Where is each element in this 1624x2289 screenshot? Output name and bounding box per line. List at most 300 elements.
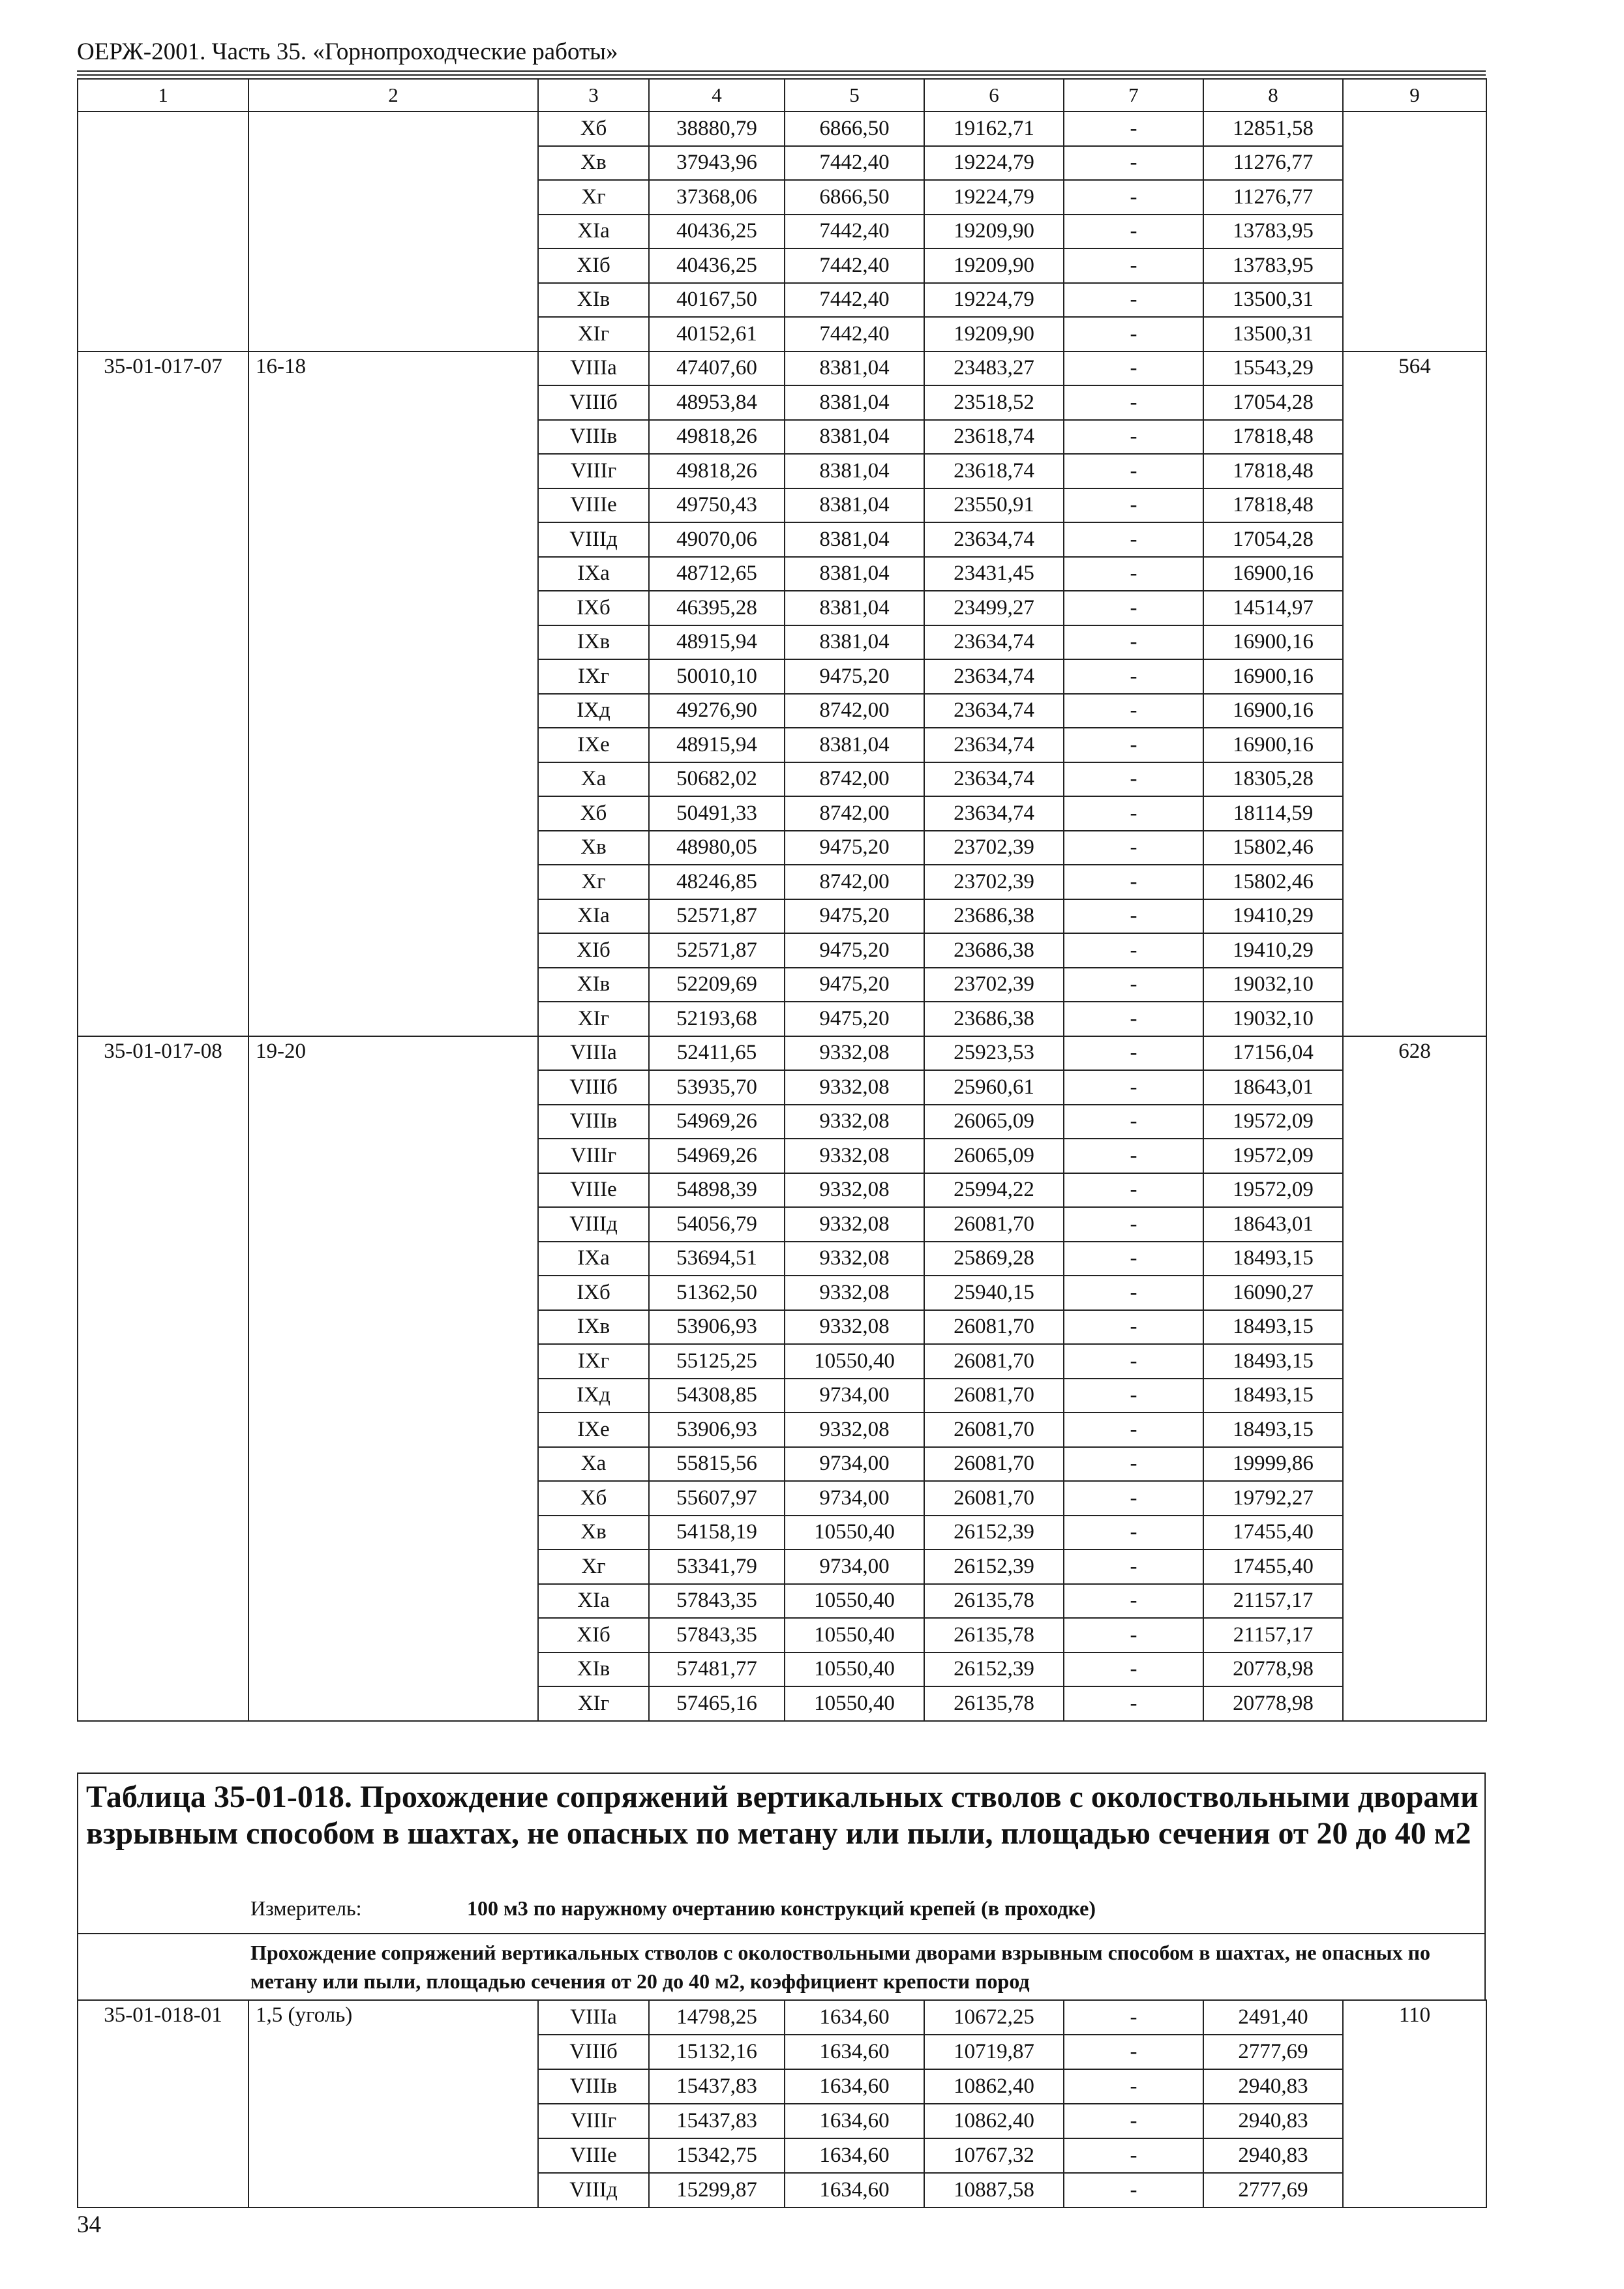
value-cell-col7: -	[1064, 1584, 1203, 1619]
value-cell-col5: 1634,60	[785, 2035, 924, 2069]
zone-cell: IХд	[538, 1379, 649, 1413]
zone-cell: ХIб	[538, 1618, 649, 1653]
zone-cell: VIIIе	[538, 2138, 649, 2173]
zone-cell: ХIв	[538, 283, 649, 318]
work-description-row	[78, 1933, 1484, 2002]
column-number: 6	[924, 79, 1064, 112]
value-cell-col4: 49070,06	[649, 522, 785, 557]
price-table	[77, 78, 1487, 1722]
value-cell-col5: 7442,40	[785, 317, 924, 352]
value-cell-col7: -	[1064, 1036, 1203, 1071]
value-cell-col5: 8381,04	[785, 591, 924, 625]
value-cell-col6: 26135,78	[924, 1686, 1064, 1721]
value-cell-col4: 49818,26	[649, 454, 785, 488]
table-title: Таблица 35-01-018. Прохождение сопряжений вертикальных стволов с околоствольными дворами взрывным способом в шахтах, не опасных по метану или пыли, площадью сечения от 20 до 40 м2	[86, 1780, 1479, 1851]
value-cell-col6: 23634,74	[924, 694, 1064, 728]
zone-cell: VIIIг	[538, 2104, 649, 2138]
value-cell-col5: 8742,00	[785, 865, 924, 899]
value-cell-col4: 50491,33	[649, 796, 785, 831]
value-cell-col4: 48246,85	[649, 865, 785, 899]
value-cell-col5: 9475,20	[785, 659, 924, 694]
column-number: 5	[785, 79, 924, 112]
value-cell-col4: 38880,79	[649, 112, 785, 146]
value-cell-col7: -	[1064, 248, 1203, 283]
value-cell-col7: -	[1064, 591, 1203, 625]
value-cell-col5: 9332,08	[785, 1139, 924, 1173]
value-cell-col6: 25923,53	[924, 1036, 1064, 1071]
value-cell-col7: -	[1064, 146, 1203, 181]
value-cell-col7: -	[1064, 1310, 1203, 1345]
value-cell-col6: 23634,74	[924, 762, 1064, 797]
value-cell-col4: 53694,51	[649, 1242, 785, 1276]
rate-code-cell: 35-01-017-07	[78, 352, 248, 1036]
value-cell-col6: 23618,74	[924, 420, 1064, 455]
value-cell-col7: -	[1064, 933, 1203, 968]
header-rule	[77, 70, 1486, 72]
value-cell-col6: 10862,40	[924, 2104, 1064, 2138]
value-cell-col5: 9332,08	[785, 1242, 924, 1276]
zone-cell: ХIг	[538, 317, 649, 352]
value-cell-col7: -	[1064, 1618, 1203, 1653]
value-cell-col8: 16900,16	[1203, 659, 1343, 694]
value-cell-col8: 18493,15	[1203, 1413, 1343, 1447]
parameter-cell: 1,5 (уголь)	[248, 2000, 538, 2207]
value-cell-col4: 49818,26	[649, 420, 785, 455]
value-cell-col4: 54056,79	[649, 1207, 785, 1242]
value-cell-col8: 15802,46	[1203, 831, 1343, 865]
value-cell-col8: 15802,46	[1203, 865, 1343, 899]
value-cell-col6: 23702,39	[924, 831, 1064, 865]
value-cell-col7: -	[1064, 1139, 1203, 1173]
value-cell-col8: 2940,83	[1203, 2138, 1343, 2173]
zone-cell: Хв	[538, 146, 649, 181]
value-cell-col7: -	[1064, 1002, 1203, 1036]
value-cell-col8: 18114,59	[1203, 796, 1343, 831]
value-cell-col8: 11276,77	[1203, 146, 1343, 181]
value-cell-col4: 15132,16	[649, 2035, 785, 2069]
value-cell-col5: 10550,40	[785, 1584, 924, 1619]
value-cell-col5: 1634,60	[785, 2069, 924, 2104]
column-number: 3	[538, 79, 649, 112]
value-cell-col5: 6866,50	[785, 112, 924, 146]
value-cell-col4: 14798,25	[649, 2000, 785, 2035]
value-cell-col5: 8381,04	[785, 454, 924, 488]
column-9-cell: 110	[1343, 2000, 1486, 2207]
value-cell-col4: 47407,60	[649, 352, 785, 386]
value-cell-col8: 17455,40	[1203, 1516, 1343, 1550]
value-cell-col8: 18493,15	[1203, 1344, 1343, 1379]
value-cell-col7: -	[1064, 762, 1203, 797]
value-cell-col8: 2491,40	[1203, 2000, 1343, 2035]
value-cell-col7: -	[1064, 420, 1203, 455]
value-cell-col7: -	[1064, 2173, 1203, 2207]
value-cell-col4: 40167,50	[649, 283, 785, 318]
value-cell-col5: 9332,08	[785, 1173, 924, 1208]
value-cell-col5: 9734,00	[785, 1549, 924, 1584]
value-cell-col5: 8742,00	[785, 694, 924, 728]
value-cell-col4: 15342,75	[649, 2138, 785, 2173]
value-cell-col6: 19224,79	[924, 146, 1064, 181]
value-cell-col8: 20778,98	[1203, 1653, 1343, 1687]
value-cell-col8: 2940,83	[1203, 2069, 1343, 2104]
zone-cell: Хб	[538, 112, 649, 146]
value-cell-col6: 23686,38	[924, 1002, 1064, 1036]
value-cell-col8: 14514,97	[1203, 591, 1343, 625]
value-cell-col7: -	[1064, 659, 1203, 694]
value-cell-col6: 26135,78	[924, 1618, 1064, 1653]
value-cell-col5: 8381,04	[785, 522, 924, 557]
column-number: 7	[1064, 79, 1203, 112]
parameter-cell	[248, 112, 538, 352]
zone-cell: ХIа	[538, 1584, 649, 1619]
value-cell-col5: 9734,00	[785, 1379, 924, 1413]
value-cell-col8: 18643,01	[1203, 1207, 1343, 1242]
value-cell-col6: 25869,28	[924, 1242, 1064, 1276]
value-cell-col5: 9475,20	[785, 1002, 924, 1036]
column-9-cell	[1343, 112, 1486, 352]
value-cell-col6: 26081,70	[924, 1344, 1064, 1379]
value-cell-col6: 10767,32	[924, 2138, 1064, 2173]
value-cell-col4: 52193,68	[649, 1002, 785, 1036]
table-row	[78, 352, 1486, 386]
value-cell-col4: 40436,25	[649, 215, 785, 249]
value-cell-col5: 9332,08	[785, 1036, 924, 1071]
value-cell-col5: 8381,04	[785, 385, 924, 420]
value-cell-col7: -	[1064, 694, 1203, 728]
value-cell-col6: 19209,90	[924, 317, 1064, 352]
value-cell-col4: 40436,25	[649, 248, 785, 283]
value-cell-col7: -	[1064, 1344, 1203, 1379]
column-9-cell: 628	[1343, 1036, 1486, 1721]
value-cell-col6: 23550,91	[924, 488, 1064, 523]
zone-cell: VIIIа	[538, 1036, 649, 1071]
value-cell-col7: -	[1064, 865, 1203, 899]
value-cell-col8: 18305,28	[1203, 762, 1343, 797]
value-cell-col4: 57465,16	[649, 1686, 785, 1721]
value-cell-col8: 19572,09	[1203, 1139, 1343, 1173]
zone-cell: VIIIг	[538, 454, 649, 488]
value-cell-col8: 18643,01	[1203, 1070, 1343, 1105]
column-number: 8	[1203, 79, 1343, 112]
table-row	[78, 1036, 1486, 1071]
value-cell-col5: 10550,40	[785, 1618, 924, 1653]
value-cell-col8: 19572,09	[1203, 1173, 1343, 1208]
value-cell-col5: 8381,04	[785, 488, 924, 523]
parameter-cell: 16-18	[248, 352, 538, 1036]
zone-cell: IХг	[538, 659, 649, 694]
value-cell-col6: 23634,74	[924, 728, 1064, 762]
value-cell-col7: -	[1064, 283, 1203, 318]
value-cell-col4: 52571,87	[649, 899, 785, 934]
zone-cell: Хг	[538, 1549, 649, 1584]
value-cell-col7: -	[1064, 831, 1203, 865]
rate-code-cell: 35-01-017-08	[78, 1036, 248, 1721]
value-cell-col5: 8742,00	[785, 762, 924, 797]
value-cell-col8: 19410,29	[1203, 933, 1343, 968]
value-cell-col8: 16900,16	[1203, 625, 1343, 660]
zone-cell: Хг	[538, 180, 649, 215]
value-cell-col6: 10887,58	[924, 2173, 1064, 2207]
value-cell-col7: -	[1064, 796, 1203, 831]
value-cell-col8: 13783,95	[1203, 248, 1343, 283]
value-cell-col7: -	[1064, 522, 1203, 557]
value-cell-col7: -	[1064, 2104, 1203, 2138]
value-cell-col6: 23634,74	[924, 659, 1064, 694]
value-cell-col8: 16900,16	[1203, 694, 1343, 728]
value-cell-col4: 57843,35	[649, 1618, 785, 1653]
zone-cell: Ха	[538, 762, 649, 797]
value-cell-col6: 19162,71	[924, 112, 1064, 146]
zone-cell: IХе	[538, 1413, 649, 1447]
value-cell-col4: 48712,65	[649, 557, 785, 591]
value-cell-col4: 52411,65	[649, 1036, 785, 1071]
value-cell-col7: -	[1064, 1481, 1203, 1516]
value-cell-col8: 16900,16	[1203, 557, 1343, 591]
measure-label: Измеритель:	[250, 1896, 362, 1920]
value-cell-col4: 51362,50	[649, 1276, 785, 1310]
value-cell-col5: 10550,40	[785, 1686, 924, 1721]
value-cell-col4: 49750,43	[649, 488, 785, 523]
value-cell-col7: -	[1064, 454, 1203, 488]
zone-cell: ХIб	[538, 933, 649, 968]
value-cell-col8: 12851,58	[1203, 112, 1343, 146]
value-cell-col5: 7442,40	[785, 283, 924, 318]
value-cell-col6: 25960,61	[924, 1070, 1064, 1105]
value-cell-col5: 8381,04	[785, 557, 924, 591]
value-cell-col4: 50682,02	[649, 762, 785, 797]
value-cell-col8: 19792,27	[1203, 1481, 1343, 1516]
zone-cell: VIIIа	[538, 352, 649, 386]
value-cell-col8: 19410,29	[1203, 899, 1343, 934]
zone-cell: ХIг	[538, 1002, 649, 1036]
value-cell-col4: 48953,84	[649, 385, 785, 420]
value-cell-col4: 54308,85	[649, 1379, 785, 1413]
value-cell-col4: 57481,77	[649, 1653, 785, 1687]
value-cell-col6: 23634,74	[924, 796, 1064, 831]
value-cell-col8: 17818,48	[1203, 420, 1343, 455]
value-cell-col7: -	[1064, 1379, 1203, 1413]
value-cell-col8: 19032,10	[1203, 1002, 1343, 1036]
value-cell-col6: 23431,45	[924, 557, 1064, 591]
value-cell-col5: 6866,50	[785, 180, 924, 215]
value-cell-col5: 10550,40	[785, 1344, 924, 1379]
value-cell-col8: 16900,16	[1203, 728, 1343, 762]
value-cell-col7: -	[1064, 1276, 1203, 1310]
value-cell-col5: 8381,04	[785, 625, 924, 660]
table-row	[78, 2000, 1486, 2035]
value-cell-col4: 53906,93	[649, 1310, 785, 1345]
value-cell-col4: 52571,87	[649, 933, 785, 968]
value-cell-col4: 15437,83	[649, 2104, 785, 2138]
value-cell-col8: 18493,15	[1203, 1242, 1343, 1276]
column-number: 1	[78, 79, 248, 112]
value-cell-col5: 9734,00	[785, 1447, 924, 1482]
value-cell-col4: 50010,10	[649, 659, 785, 694]
zone-cell: ХIг	[538, 1686, 649, 1721]
parameter-cell: 19-20	[248, 1036, 538, 1721]
value-cell-col6: 26081,70	[924, 1413, 1064, 1447]
value-cell-col7: -	[1064, 2000, 1203, 2035]
zone-cell: VIIIд	[538, 522, 649, 557]
value-cell-col5: 1634,60	[785, 2138, 924, 2173]
value-cell-col8: 13783,95	[1203, 215, 1343, 249]
zone-cell: VIIIб	[538, 385, 649, 420]
value-cell-col4: 40152,61	[649, 317, 785, 352]
value-cell-col6: 19209,90	[924, 248, 1064, 283]
value-cell-col5: 9332,08	[785, 1070, 924, 1105]
value-cell-col4: 57843,35	[649, 1584, 785, 1619]
value-cell-col7: -	[1064, 968, 1203, 1002]
value-cell-col4: 53935,70	[649, 1070, 785, 1105]
zone-cell: IХа	[538, 1242, 649, 1276]
value-cell-col5: 8742,00	[785, 796, 924, 831]
value-cell-col5: 9332,08	[785, 1207, 924, 1242]
zone-cell: Ха	[538, 1447, 649, 1482]
value-cell-col5: 7442,40	[785, 146, 924, 181]
value-cell-col7: -	[1064, 1686, 1203, 1721]
value-cell-col6: 26065,09	[924, 1105, 1064, 1139]
page-header: ОЕРЖ-2001. Часть 35. «Горнопроходческие работы»	[77, 38, 618, 65]
zone-cell: VIIIв	[538, 2069, 649, 2104]
value-cell-col4: 48980,05	[649, 831, 785, 865]
value-cell-col7: -	[1064, 112, 1203, 146]
value-cell-col6: 23618,74	[924, 454, 1064, 488]
value-cell-col8: 2777,69	[1203, 2173, 1343, 2207]
value-cell-col6: 26081,70	[924, 1379, 1064, 1413]
zone-cell: IХа	[538, 557, 649, 591]
value-cell-col7: -	[1064, 2138, 1203, 2173]
value-cell-col7: -	[1064, 1105, 1203, 1139]
column-9-cell: 564	[1343, 352, 1486, 1036]
value-cell-col4: 55125,25	[649, 1344, 785, 1379]
value-cell-col4: 55607,97	[649, 1481, 785, 1516]
rate-code-cell: 35-01-018-01	[78, 2000, 248, 2207]
value-cell-col4: 53906,93	[649, 1413, 785, 1447]
zone-cell: Хб	[538, 1481, 649, 1516]
zone-cell: IХг	[538, 1344, 649, 1379]
value-cell-col5: 7442,40	[785, 215, 924, 249]
value-cell-col8: 13500,31	[1203, 317, 1343, 352]
value-cell-col5: 9475,20	[785, 831, 924, 865]
value-cell-col7: -	[1064, 352, 1203, 386]
value-cell-col7: -	[1064, 1447, 1203, 1482]
value-cell-col6: 26081,70	[924, 1207, 1064, 1242]
zone-cell: Хв	[538, 831, 649, 865]
value-cell-col5: 8381,04	[785, 420, 924, 455]
value-cell-col5: 9332,08	[785, 1105, 924, 1139]
value-cell-col8: 17818,48	[1203, 488, 1343, 523]
value-cell-col7: -	[1064, 317, 1203, 352]
value-cell-col6: 23634,74	[924, 522, 1064, 557]
value-cell-col5: 1634,60	[785, 2000, 924, 2035]
value-cell-col6: 23686,38	[924, 933, 1064, 968]
zone-cell: ХIб	[538, 248, 649, 283]
value-cell-col8: 15543,29	[1203, 352, 1343, 386]
value-cell-col8: 19032,10	[1203, 968, 1343, 1002]
zone-cell: IХб	[538, 1276, 649, 1310]
value-cell-col8: 17054,28	[1203, 385, 1343, 420]
value-cell-col4: 54898,39	[649, 1173, 785, 1208]
zone-cell: IХб	[538, 591, 649, 625]
value-cell-col6: 10672,25	[924, 2000, 1064, 2035]
value-cell-col6: 19224,79	[924, 180, 1064, 215]
value-cell-col7: -	[1064, 1653, 1203, 1687]
value-cell-col7: -	[1064, 1413, 1203, 1447]
value-cell-col8: 2940,83	[1203, 2104, 1343, 2138]
zone-cell: Хв	[538, 1516, 649, 1550]
value-cell-col4: 52209,69	[649, 968, 785, 1002]
column-number-row	[78, 79, 1486, 112]
value-cell-col8: 21157,17	[1203, 1584, 1343, 1619]
zone-cell: IХв	[538, 1310, 649, 1345]
value-cell-col4: 54969,26	[649, 1139, 785, 1173]
value-cell-col7: -	[1064, 385, 1203, 420]
value-cell-col5: 9332,08	[785, 1310, 924, 1345]
value-cell-col6: 26135,78	[924, 1584, 1064, 1619]
value-cell-col7: -	[1064, 557, 1203, 591]
work-description: Прохождение сопряжений вертикальных стволов с околоствольными дворами взрывным способом в шахтах, не опасных по метану или пыли, площадью сечения от 20 до 40 м2, коэффициент крепости пород	[250, 1941, 1431, 1993]
rate-code-cell	[78, 112, 248, 352]
value-cell-col5: 7442,40	[785, 248, 924, 283]
zone-cell: ХIв	[538, 968, 649, 1002]
value-cell-col4: 15299,87	[649, 2173, 785, 2207]
value-cell-col7: -	[1064, 1549, 1203, 1584]
value-cell-col5: 8381,04	[785, 352, 924, 386]
value-cell-col5: 10550,40	[785, 1516, 924, 1550]
value-cell-col6: 26152,39	[924, 1549, 1064, 1584]
value-cell-col7: -	[1064, 215, 1203, 249]
value-cell-col7: -	[1064, 1173, 1203, 1208]
value-cell-col6: 23634,74	[924, 625, 1064, 660]
value-cell-col8: 2777,69	[1203, 2035, 1343, 2069]
zone-cell: VIIIд	[538, 2173, 649, 2207]
value-cell-col7: -	[1064, 1242, 1203, 1276]
value-cell-col7: -	[1064, 625, 1203, 660]
zone-cell: VIIIа	[538, 2000, 649, 2035]
value-cell-col6: 26081,70	[924, 1481, 1064, 1516]
value-cell-col5: 9734,00	[785, 1481, 924, 1516]
value-cell-col6: 19224,79	[924, 283, 1064, 318]
zone-cell: VIIIв	[538, 1105, 649, 1139]
value-cell-col7: -	[1064, 1070, 1203, 1105]
header-rule-2	[77, 74, 1486, 76]
value-cell-col8: 17156,04	[1203, 1036, 1343, 1071]
value-cell-col4: 48915,94	[649, 728, 785, 762]
value-cell-col6: 26152,39	[924, 1653, 1064, 1687]
value-cell-col6: 23499,27	[924, 591, 1064, 625]
zone-cell: Хб	[538, 796, 649, 831]
value-cell-col4: 48915,94	[649, 625, 785, 660]
zone-cell: VIIIб	[538, 2035, 649, 2069]
value-cell-col4: 37943,96	[649, 146, 785, 181]
value-cell-col7: -	[1064, 2035, 1203, 2069]
value-cell-col6: 23702,39	[924, 968, 1064, 1002]
price-table-018	[77, 1999, 1487, 2208]
value-cell-col8: 11276,77	[1203, 180, 1343, 215]
zone-cell: Хг	[538, 865, 649, 899]
value-cell-col6: 10719,87	[924, 2035, 1064, 2069]
zone-cell: VIIIв	[538, 420, 649, 455]
zone-cell: VIIIб	[538, 1070, 649, 1105]
value-cell-col6: 26081,70	[924, 1310, 1064, 1345]
value-cell-col5: 8381,04	[785, 728, 924, 762]
value-cell-col5: 9332,08	[785, 1413, 924, 1447]
value-cell-col7: -	[1064, 180, 1203, 215]
value-cell-col8: 20778,98	[1203, 1686, 1343, 1721]
zone-cell: IХд	[538, 694, 649, 728]
value-cell-col8: 16090,27	[1203, 1276, 1343, 1310]
value-cell-col4: 54969,26	[649, 1105, 785, 1139]
